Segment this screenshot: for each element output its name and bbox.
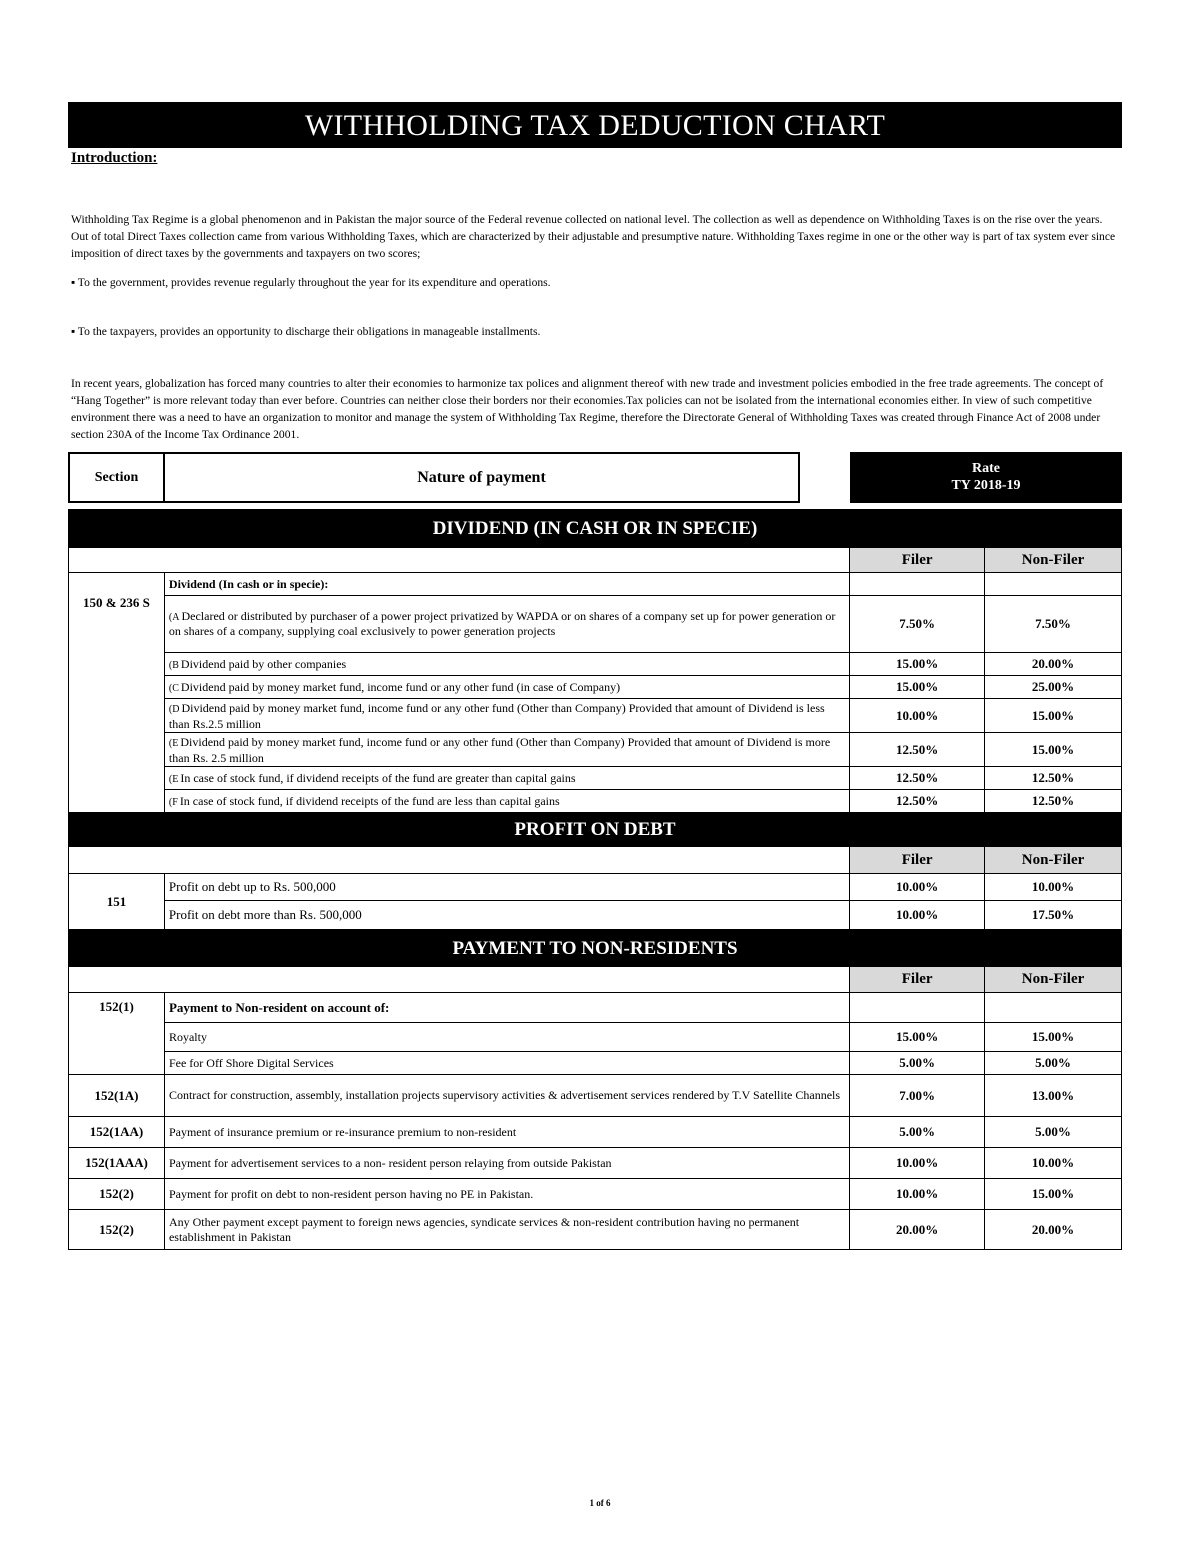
header-section: Section xyxy=(68,452,165,503)
intro-paragraph-2: In recent years, globalization has forced many countries to alter their economies to harmonize tax polices and alignment thereof with new trade and investment policies embodied in the free trade agreements. The concept of “Hang Together” is more relevant today than ever before. Countries can neither close their borders nor their economies.Tax policies can not be isolated from the international economies either. In view of such competitive environment there was a need to have an organization to monitor and manage the system of Withholding Tax Regime, therefore the Directorate General of Withholding Taxes was created through Finance Act of 2008 under section 230A of the Income Tax Ordinance 2001. xyxy=(71,377,1104,441)
filer-rate: 12.50% xyxy=(850,767,985,790)
nonfiler-header: Non-Filer xyxy=(985,967,1122,993)
header-rate xyxy=(850,452,1122,503)
filer-rate: 10.00% xyxy=(850,874,985,901)
row-label: (D xyxy=(168,703,180,715)
filer-header: Filer xyxy=(850,548,985,573)
row-text: In case of stock fund, if dividend receipts of the fund are less than capital gains xyxy=(179,793,560,808)
filer-rate: 20.00% xyxy=(850,1210,985,1250)
nonres-row: Payment for profit on debt to non-resident person having no PE in Pakistan. xyxy=(164,1179,849,1210)
dividend-row xyxy=(164,790,849,813)
nonres-row: Fee for Off Shore Digital Services xyxy=(164,1052,849,1075)
profit-row: Profit on debt up to Rs. 500,000 xyxy=(164,874,849,901)
dividend-table xyxy=(68,509,1122,813)
empty-cell xyxy=(850,993,985,1023)
nonfiler-rate: 15.00% xyxy=(985,1023,1122,1052)
filer-rate: 10.00% xyxy=(850,901,985,930)
filer-rate: 12.50% xyxy=(850,790,985,813)
nonfiler-rate: 20.00% xyxy=(985,653,1122,676)
filer-rate: 7.50% xyxy=(850,596,985,653)
nonres-row: Payment of insurance premium or re-insurance premium to non-resident xyxy=(164,1117,849,1148)
filer-rate: 7.00% xyxy=(850,1075,985,1117)
nonres-row: Royalty xyxy=(164,1023,849,1052)
section-cell: 152(2) xyxy=(69,1179,165,1210)
filer-rate: 15.00% xyxy=(850,653,985,676)
section-cell: 152(2) xyxy=(69,1210,165,1250)
filer-rate: 15.00% xyxy=(850,676,985,699)
nonfiler-rate: 7.50% xyxy=(985,596,1122,653)
filer-rate: 10.00% xyxy=(850,699,985,733)
intro-paragraph-1: Withholding Tax Regime is a global phenomenon and in Pakistan the major source of the Federal revenue collected on national level. The collection as well as dependence on Withholding Taxes is on the rise over the years. Out of total Direct Taxes collection came from various Withholding Taxes, which are characterized by their adjustable and presumptive nature. Withholding Taxes regime in one or the other way is part of tax system ever since imposition of direct taxes by the governments and taxpayers on two scores; xyxy=(71,213,1116,260)
profit-row: Profit on debt more than Rs. 500,000 xyxy=(164,901,849,930)
nonfiler-rate: 5.00% xyxy=(985,1052,1122,1075)
nonres-table xyxy=(68,930,1122,1250)
nonfiler-header: Non-Filer xyxy=(985,548,1122,573)
page-number: 1 of 6 xyxy=(589,1498,611,1508)
nonres-row: Payment for advertisement services to a non- resident person relaying from outside Pakistan xyxy=(164,1148,849,1179)
row-label: (E xyxy=(168,773,179,785)
nonfiler-rate: 12.50% xyxy=(985,767,1122,790)
row-text: Dividend paid by money market fund, income fund or any other fund (Other than Company) Provided that amount of Dividend is more than Rs. 2.5 million xyxy=(168,734,831,765)
filer-rate: 15.00% xyxy=(850,1023,985,1052)
row-text: Dividend paid by other companies xyxy=(180,656,347,671)
intro-bullet-1: ▪ To the government, provides revenue regularly throughout the year for its expenditure and operations. xyxy=(71,276,551,289)
nonres-subhead: Payment to Non-resident on account of: xyxy=(164,993,849,1023)
page-title: WITHHOLDING TAX DEDUCTION CHART xyxy=(68,102,1122,148)
nonfiler-rate: 10.00% xyxy=(985,874,1122,901)
nonfiler-rate: 15.00% xyxy=(985,733,1122,767)
row-text: Dividend paid by money market fund, income fund or any other fund (in case of Company) xyxy=(180,679,621,694)
section-cell: 152(1AAA) xyxy=(69,1148,165,1179)
nonfiler-rate: 10.00% xyxy=(985,1148,1122,1179)
header-rate-year: TY 2018-19 xyxy=(951,478,1021,493)
spacer-cell xyxy=(69,548,850,573)
filer-rate: 10.00% xyxy=(850,1148,985,1179)
section-cell: 152(1AA) xyxy=(69,1117,165,1148)
dividend-row xyxy=(164,653,849,676)
section-cell: 150 & 236 S xyxy=(69,573,165,813)
nonfiler-header: Non-Filer xyxy=(985,847,1122,874)
empty-cell xyxy=(985,573,1122,596)
row-label: (E xyxy=(168,737,179,749)
profit-table xyxy=(68,812,1122,930)
filer-rate: 12.50% xyxy=(850,733,985,767)
spacer-cell xyxy=(69,847,850,874)
nonfiler-rate: 15.00% xyxy=(985,699,1122,733)
nonres-band: PAYMENT TO NON-RESIDENTS xyxy=(69,931,1122,967)
row-text: In case of stock fund, if dividend receipts of the fund are greater than capital gains xyxy=(180,770,576,785)
empty-cell xyxy=(850,573,985,596)
section-cell: 152(1) xyxy=(69,993,165,1075)
nonres-row: Any Other payment except payment to foreign news agencies, syndicate services & non-resident contribution having no permanent establishment in Pakistan xyxy=(164,1210,849,1250)
dividend-row xyxy=(164,733,849,767)
empty-cell xyxy=(985,993,1122,1023)
row-label: (B xyxy=(168,659,179,671)
intro-bullet-2: ▪ To the taxpayers, provides an opportunity to discharge their obligations in manageable installments. xyxy=(71,325,541,338)
row-text: Declared or distributed by purchaser of a power project privatized by WAPDA or on shares of a company set up for power generation or on shares of a company, supplying coal exclusively to power generation projects xyxy=(168,609,836,638)
nonfiler-rate: 13.00% xyxy=(985,1075,1122,1117)
filer-rate: 5.00% xyxy=(850,1117,985,1148)
dividend-row xyxy=(164,676,849,699)
header-nature: Nature of payment xyxy=(163,452,800,503)
dividend-row xyxy=(164,699,849,733)
nonfiler-rate: 12.50% xyxy=(985,790,1122,813)
nonfiler-rate: 5.00% xyxy=(985,1117,1122,1148)
nonfiler-rate: 25.00% xyxy=(985,676,1122,699)
row-label: (A xyxy=(168,612,180,623)
row-text: Dividend paid by money market fund, income fund or any other fund (Other than Company) Provided that amount of Dividend is less than Rs.2.5 million xyxy=(168,700,825,731)
nonfiler-rate: 15.00% xyxy=(985,1179,1122,1210)
dividend-band: DIVIDEND (IN CASH OR IN SPECIE) xyxy=(69,510,1122,548)
nonres-row: Contract for construction, assembly, installation projects supervisory activities & advertisement services rendered by T.V Satellite Channels xyxy=(164,1075,849,1117)
nonfiler-rate: 17.50% xyxy=(985,901,1122,930)
filer-header: Filer xyxy=(850,967,985,993)
spacer-cell xyxy=(69,967,850,993)
row-label: (C xyxy=(168,682,179,694)
filer-rate: 5.00% xyxy=(850,1052,985,1075)
dividend-row xyxy=(164,767,849,790)
nonfiler-rate: 20.00% xyxy=(985,1210,1122,1250)
dividend-subhead: Dividend (In cash or in specie): xyxy=(164,573,849,596)
filer-rate: 10.00% xyxy=(850,1179,985,1210)
header-rate-label: Rate xyxy=(972,461,1000,476)
section-cell: 152(1A) xyxy=(69,1075,165,1117)
row-label: (F xyxy=(168,796,178,808)
dividend-row xyxy=(164,596,849,653)
section-cell: 151 xyxy=(69,874,165,930)
filer-header: Filer xyxy=(850,847,985,874)
intro-heading: Introduction: xyxy=(71,150,158,166)
profit-band: PROFIT ON DEBT xyxy=(69,813,1122,847)
